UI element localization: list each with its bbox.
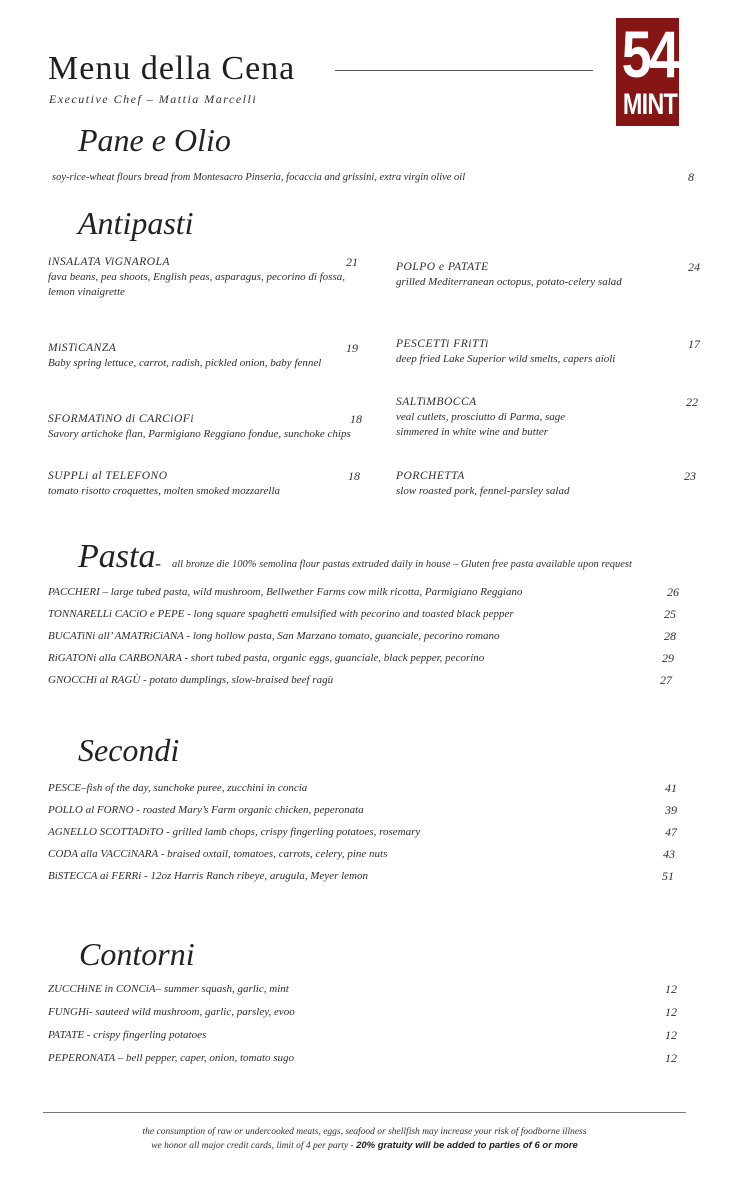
section-heading-pasta: Pasta — [78, 538, 156, 575]
secondi-item: POLLO al FORNO - roasted Mary’s Farm organic chicken, peperonata — [48, 804, 364, 816]
contorni-item-price: 12 — [665, 1051, 677, 1065]
pane-description: soy-rice-wheat flours bread from Montesacro Pinseria, focaccia and grissini, extra virgin olive oil — [52, 172, 466, 183]
pasta-note: all bronze die 100% semolina flour pastas extruded daily in house – Gluten free pasta available upon request — [172, 559, 632, 570]
antipasti-item-description: veal cutlets, prosciutto di Parma, sage — [396, 411, 566, 423]
antipasti-item-price: 19 — [346, 341, 358, 355]
antipasti-item-description: tomato risotto croquettes, molten smoked mozzarella — [48, 485, 280, 497]
food-safety-notice: the consumption of raw or undercooked meats, eggs, seafood or shellfish may increase your risk of foodborne illness — [142, 1127, 587, 1137]
antipasti-item-name: SFORMATiNO di CARCiOFi — [48, 413, 195, 425]
pane-price: 8 — [688, 170, 694, 184]
section-heading-antipasti: Antipasti — [78, 205, 194, 241]
secondi-item-price: 39 — [665, 803, 677, 817]
antipasti-item-price: 24 — [688, 260, 700, 274]
pasta-item: RiGATONi alla CARBONARA - short tubed pasta, organic eggs, guanciale, black pepper, pecorino — [48, 652, 485, 664]
secondi-item-price: 41 — [665, 781, 677, 795]
footer-divider — [43, 1112, 686, 1113]
secondi-item-price: 43 — [663, 847, 675, 861]
secondi-item-price: 51 — [662, 869, 674, 883]
antipasti-item-description: Savory artichoke flan, Parmigiano Reggiano fondue, sunchoke chips — [48, 428, 351, 440]
restaurant-logo — [616, 18, 679, 126]
section-heading-secondi: Secondi — [78, 732, 180, 768]
title-divider — [335, 70, 593, 71]
antipasti-item-price: 18 — [350, 412, 362, 426]
antipasti-item-description: fava beans, pea shoots, English peas, asparagus, pecorino di fossa, lemon vinaigrette — [48, 271, 345, 298]
antipasti-item-name: SUPPLi al TELEFONO — [48, 470, 168, 482]
antipasti-item-name: iNSALATA ViGNAROLA — [48, 256, 170, 268]
contorni-item: PEPERONATA – bell pepper, caper, onion, tomato sugo — [48, 1052, 295, 1064]
secondi-item: CODA alla VACCiNARA - braised oxtail, tomatoes, carrots, celery, pine nuts — [48, 848, 388, 860]
logo-word: MINT — [622, 88, 678, 121]
gratuity-notice: 20% gratuity will be added to parties of 6 or more — [356, 1140, 578, 1151]
contorni-item: FUNGHi- sauteed wild mushroom, garlic, parsley, evoo — [48, 1006, 295, 1018]
secondi-item: PESCE–fish of the day, sunchoke puree, zucchini in concia — [48, 782, 308, 794]
payment-notice — [0, 1140, 729, 1151]
secondi-item-price: 47 — [665, 825, 677, 839]
section-heading-pane: Pane e Olio — [78, 122, 231, 158]
antipasti-item-description: deep fried Lake Superior wild smelts, capers aioli — [396, 353, 616, 365]
antipasti-item-description: grilled Mediterranean octopus, potato-celery salad — [396, 276, 622, 288]
antipasti-item-description: slow roasted pork, fennel-parsley salad — [396, 485, 570, 497]
antipasti-item-price: 23 — [684, 469, 696, 483]
antipasti-item-name: SALTiMBOCCA — [396, 396, 477, 408]
contorni-item: ZUCCHiNE in CONCiA– summer squash, garlic, mint — [48, 983, 289, 995]
secondi-item: AGNELLO SCOTTADiTO - grilled lamb chops, crispy fingerling potatoes, rosemary — [48, 826, 421, 838]
pasta-item-price: 29 — [662, 651, 674, 665]
pasta-item: GNOCCHi al RAGÙ - potato dumplings, slow-braised beef ragù — [48, 674, 334, 686]
antipasti-item-name: PORCHETTA — [396, 470, 465, 482]
chef-credit: Executive Chef – Mattia Marcelli — [49, 92, 258, 106]
antipasti-item-name: POLPO e PATATE — [396, 261, 489, 273]
antipasti-item-price: 22 — [686, 395, 698, 409]
logo-number: 54 — [621, 18, 677, 91]
pasta-item-price: 26 — [667, 585, 679, 599]
page-title: Menu della Cena — [48, 50, 296, 87]
contorni-item: PATATE - crispy fingerling potatoes — [48, 1029, 207, 1041]
pasta-item: PACCHERI – large tubed pasta, wild mushroom, Bellwether Farms cow milk ricotta, Parmigiano Reggiano — [48, 586, 523, 598]
secondi-item: BiSTECCA ai FERRi - 12oz Harris Ranch ribeye, arugula, Meyer lemon — [48, 870, 368, 882]
pasta-item-price: 27 — [660, 673, 672, 687]
antipasti-item-price: 21 — [346, 255, 358, 269]
antipasti-item-name: MiSTiCANZA — [48, 342, 117, 354]
contorni-item-price: 12 — [665, 982, 677, 996]
pasta-item-price: 25 — [664, 607, 676, 621]
contorni-item-price: 12 — [665, 1028, 677, 1042]
contorni-item-price: 12 — [665, 1005, 677, 1019]
antipasti-item-price: 17 — [688, 337, 700, 351]
antipasti-item-description-line2: simmered in white wine and butter — [396, 426, 549, 438]
payment-notice-text: we honor all major credit cards, limit of 4 per party - — [151, 1141, 354, 1151]
antipasti-item-description: Baby spring lettuce, carrot, radish, pickled onion, baby fennel — [48, 357, 322, 369]
pasta-item-price: 28 — [664, 629, 676, 643]
antipasti-item-price: 18 — [348, 469, 360, 483]
pasta-heading-dash: - — [155, 553, 161, 573]
pasta-item: BUCATiNi all’ AMATRiCiANA - long hollow pasta, San Marzano tomato, guanciale, pecorino romano — [48, 630, 500, 642]
section-heading-contorni: Contorni — [79, 936, 195, 972]
antipasti-item-name: PESCETTi FRiTTi — [396, 338, 489, 350]
pasta-item: TONNARELLi CACiO e PEPE - long square spaghetti emulsified with pecorino and toasted black pepper — [48, 608, 514, 620]
